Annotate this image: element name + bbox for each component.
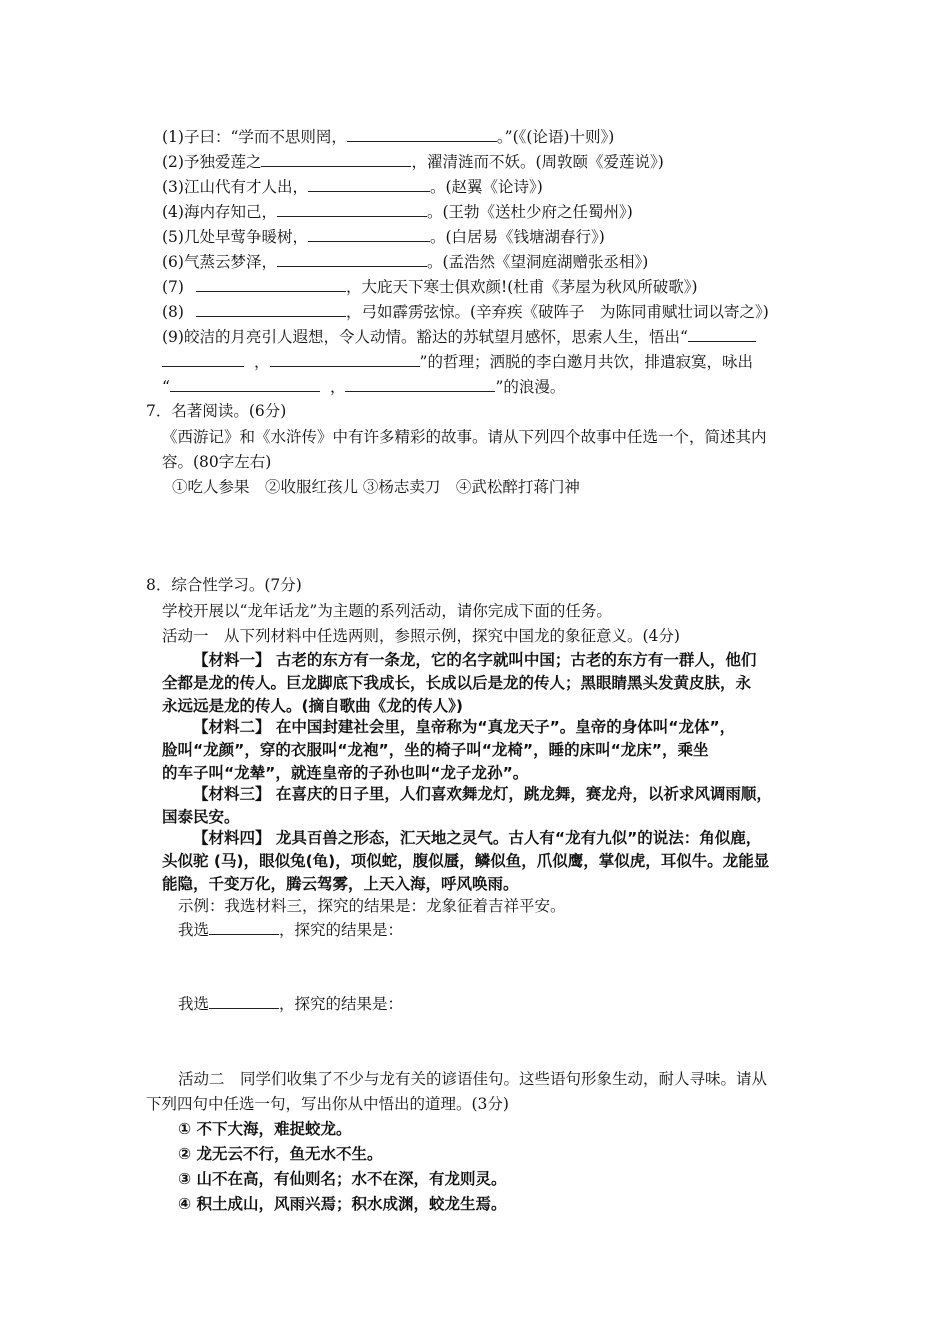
answer-blank[interactable] <box>170 377 320 392</box>
answer-blank[interactable] <box>345 377 495 392</box>
saying-item: ③ 山不在高，有仙则名；水不在深，有龙则灵。 <box>178 1170 507 1188</box>
answer-blank[interactable] <box>277 252 427 267</box>
poem-text: “ <box>162 378 170 396</box>
poem-text: (2)予独爱莲之 <box>162 153 262 171</box>
answer-blank[interactable] <box>308 177 430 192</box>
answer-blank[interactable] <box>270 352 420 367</box>
activity-1-heading: 活动一 从下列材料中任选两则，参照示例，探究中国龙的象征意义。(4分) <box>162 627 680 645</box>
poem-item-8 <box>162 301 769 323</box>
material-2-line: 【材料二】 在中国封建社会里，皇帝称为“真龙天子”。皇帝的身体叫“龙体”， <box>193 718 736 736</box>
poem-text: 。(白居易《钱塘湖春行》) <box>429 228 605 246</box>
material-4-line: 头似驼 (马)，眼似兔(龟)，项似蛇，腹似蜃，鳞似鱼，爪似鹰，掌似虎，耳似牛。龙能显 <box>162 852 770 870</box>
poem-text: ”的浪漫。 <box>495 378 566 396</box>
question-7-prompt: 《西游记》和《水浒传》中有许多精彩的故事。请从下列四个故事中任选一个，简述其内 <box>162 428 767 446</box>
question-8-intro: 学校开展以“龙年话龙”为主题的系列活动，请你完成下面的任务。 <box>162 602 612 620</box>
material-3-line: 【材料三】 在喜庆的日子里，人们喜欢舞龙灯，跳龙舞，赛龙舟，以祈求风调雨顺， <box>193 785 772 803</box>
poem-item-5 <box>162 226 605 248</box>
saying-item: ② 龙无云不行，鱼无水不生。 <box>178 1145 383 1163</box>
choose-text: 我选 <box>178 921 210 939</box>
poem-text: (5)几处早莺争暖树， <box>162 228 308 246</box>
question-8-title: 8．综合性学习。(7分) <box>146 576 302 594</box>
answer-blank[interactable] <box>162 352 244 367</box>
choose-text: ，探究的结果是： <box>279 921 404 939</box>
poem-text: (3)江山代有才人出， <box>162 178 308 196</box>
poem-item-7 <box>162 276 698 298</box>
material-1-line: 永远远是龙的传人。(摘自歌曲《龙的传人》) <box>162 697 463 715</box>
poem-text: ，弓如霹雳弦惊。(辛弃疾《破阵子 为陈同甫赋壮词以寄之》) <box>345 303 769 321</box>
answer-blank[interactable] <box>196 302 346 317</box>
answer-blank[interactable] <box>347 127 497 142</box>
answer-blank[interactable] <box>277 202 427 217</box>
poem-text: 。”(《(论语)十则》) <box>496 128 615 146</box>
poem-text: 。(孟浩然《望洞庭湖赠张丞相》) <box>426 253 649 271</box>
poem-text: (8) <box>162 303 184 321</box>
poem-text: ， <box>329 378 346 396</box>
poem-item-3 <box>162 176 543 198</box>
poem-item-6 <box>162 251 648 273</box>
material-1-line: 【材料一】 古老的东方有一条龙，它的名字就叫中国；古老的东方有一群人，他们 <box>193 651 757 669</box>
answer-blank[interactable] <box>209 994 279 1009</box>
answer-blank[interactable] <box>261 152 411 167</box>
material-1-line: 全都是龙的传人。巨龙脚底下我成长，长成以后是龙的传人；黑眼睛黑头发黄皮肤，永 <box>162 674 752 692</box>
question-7-title: 7．名著阅读。(6分) <box>146 402 287 420</box>
poem-text: 。(赵翼《论诗》) <box>429 178 543 196</box>
poem-text: ，大庇天下寒士俱欢颜!(杜甫《茅屋为秋风所破歌》) <box>345 278 698 296</box>
material-3-line: 国泰民安。 <box>162 808 240 826</box>
poem-text: 。(王勃《送杜少府之任蜀州》) <box>426 203 633 221</box>
poem-text: (9)皎洁的月亮引人遐想，令人动情。豁达的苏轼望月感怀，思索人生，悟出“ <box>162 328 688 346</box>
choose-text: 我选 <box>178 995 210 1013</box>
question-7-prompt: 容。(80字左右) <box>162 453 272 471</box>
material-4-line: 【材料四】 龙具百兽之形态，汇天地之灵气。古人有“龙有九似”的说法：角似鹿， <box>193 829 762 847</box>
choose-line-1 <box>178 919 403 941</box>
saying-item: ④ 积土成山，风雨兴焉；积水成渊，蛟龙生焉。 <box>178 1195 507 1213</box>
answer-blank[interactable] <box>688 327 756 342</box>
material-4-line: 能隐，千变万化，腾云驾雾，上天入海，呼风唤雨。 <box>162 875 519 893</box>
example-text: 示例：我选材料三，探究的结果是：龙象征着吉祥平安。 <box>178 897 566 915</box>
poem-text: (4)海内存知己， <box>162 203 277 221</box>
activity-2-heading: 下列四句中任选一句，写出你从中悟出的道理。(3分) <box>146 1095 509 1113</box>
poem-item-9-line-2 <box>162 351 753 373</box>
poem-item-2 <box>162 151 664 173</box>
poem-item-9-line-1 <box>162 326 756 348</box>
poem-text: (1)子曰：“学而不思则罔， <box>162 128 347 146</box>
material-2-line: 的车子叫“龙辇”，就连皇帝的子孙也叫“龙子龙孙”。 <box>162 764 529 782</box>
poem-item-1 <box>162 126 614 148</box>
answer-blank[interactable] <box>209 920 279 935</box>
poem-text: ”的哲理；洒脱的李白邀月共饮，排遣寂寞，咏出 <box>419 353 753 371</box>
poem-item-9-line-3 <box>162 376 565 398</box>
question-7-options: ①吃人参果 ②收服红孩儿 ③杨志卖刀 ④武松醉打蒋门神 <box>172 478 580 496</box>
saying-item: ① 不下大海，难捉蛟龙。 <box>178 1120 352 1138</box>
answer-blank[interactable] <box>196 277 346 292</box>
poem-text: ，濯清涟而不妖。(周敦颐《爱莲说》) <box>411 153 664 171</box>
poem-text: ， <box>254 353 270 371</box>
activity-2-heading: 活动二 同学们收集了不少与龙有关的谚语佳句。这些语句形象生动，耐人寻味。请从 <box>178 1070 768 1088</box>
answer-blank[interactable] <box>308 227 430 242</box>
choose-line-2 <box>178 993 403 1015</box>
poem-text: (7) <box>162 278 184 296</box>
material-2-line: 脸叫“龙颜”，穿的衣服叫“龙袍”，坐的椅子叫“龙椅”，睡的床叫“龙床”，乘坐 <box>162 741 709 759</box>
poem-text: (6)气蒸云梦泽， <box>162 253 277 271</box>
choose-text: ，探究的结果是： <box>279 995 404 1013</box>
poem-item-4 <box>162 201 633 223</box>
